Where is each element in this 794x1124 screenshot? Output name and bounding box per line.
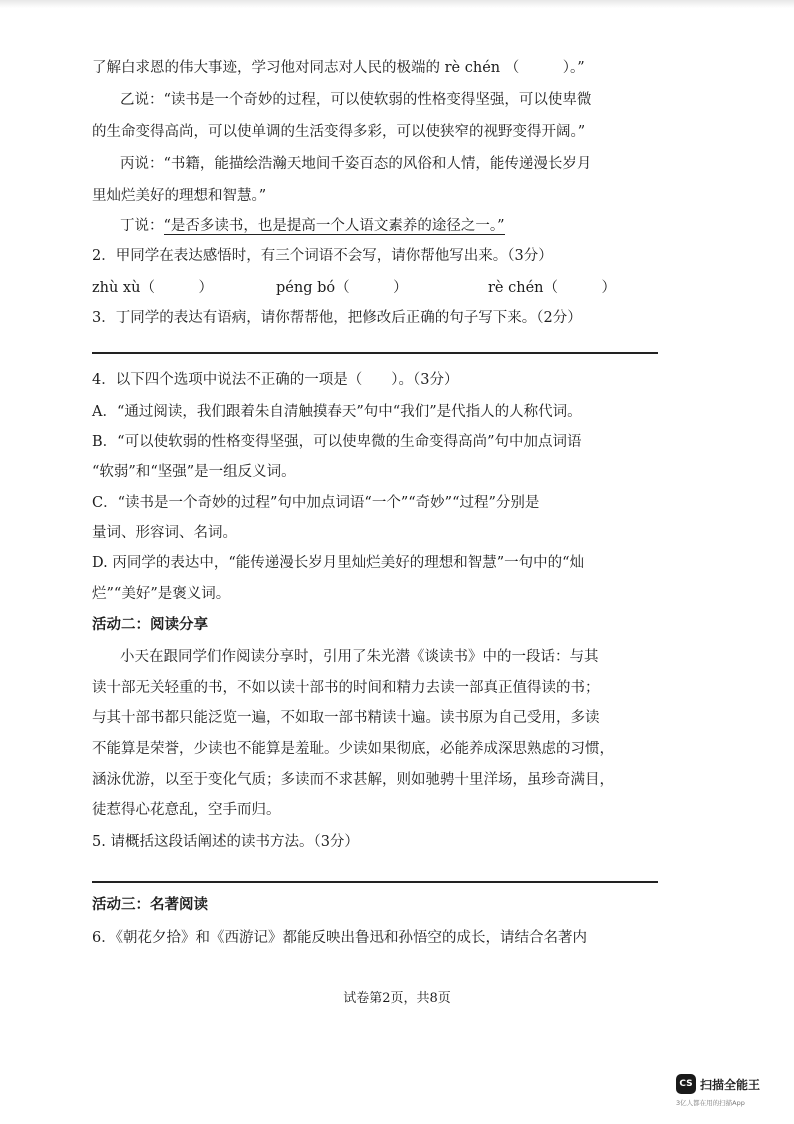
- watermark-tagline: 3亿人都在用的扫描App: [676, 1099, 745, 1107]
- option-b-line-2: “软弱”和“坚强”是一组反义词。: [92, 464, 296, 480]
- camscanner-logo-icon: CS: [676, 1074, 696, 1094]
- passage-line-6: 徒惹得心花意乱，空手而归。: [92, 802, 281, 818]
- text-line-5: 里灿烂美好的理想和智慧。”: [92, 188, 267, 204]
- option-d-line-1: D. 丙同学的表达中，“能传递漫长岁月里灿烂美好的理想和智慧”一句中的“灿: [92, 555, 585, 571]
- pinyin-blank-3[interactable]: rè chén（ ）: [488, 280, 617, 296]
- text-line-2: 乙说：“读书是一个奇妙的过程，可以使软弱的性格变得坚强，可以使卑微: [120, 92, 592, 108]
- option-a: A．“通过阅读，我们跟着朱自清触摸春天”句中“我们”是代指人的人称代词。: [92, 404, 582, 420]
- text-line-4: 丙说：“书籍，能描绘浩瀚天地间千姿百态的风俗和人情，能传递漫长岁月: [120, 156, 592, 172]
- passage-line-5: 涵泳优游，以至于变化气质；多读而不求甚解，则如驰骋十里洋场，虽珍奇满目，: [92, 772, 614, 788]
- watermark-name: 扫描全能王: [700, 1078, 761, 1092]
- section-heading-2: 活动二：阅读分享: [92, 616, 208, 633]
- text-line-3: 的生命变得高尚，可以使单调的生活变得多彩，可以使狭窄的视野变得开阔。”: [92, 124, 586, 140]
- passage-line-1: 小天在跟同学们作阅读分享时，引用了朱光潜《谈读书》中的一段话：与其: [120, 649, 599, 665]
- question-4: 4．以下四个选项中说法不正确的一项是（ ）。（3分）: [92, 372, 459, 388]
- scanner-watermark: [676, 1074, 786, 1114]
- passage-line-2: 读十部无关轻重的书，不如以读十部书的时间和精力去读一部真正值得读的书；: [92, 680, 600, 696]
- passage-line-4: 不能算是荣誉，少读也不能算是羞耻。少读如果彻底，必能养成深思熟虑的习惯，: [92, 741, 614, 757]
- page-footer: 试卷第2页，共8页: [343, 991, 451, 1006]
- question-2: 2．甲同学在表达感悟时，有三个词语不会写，请你帮他写出来。（3分）: [92, 248, 553, 264]
- speaker-ding: 丁说：: [120, 218, 164, 234]
- text-line-1: 了解白求恩的伟大事迹，学习他对同志对人民的极端的 rè chén （ ）。”: [92, 60, 585, 76]
- question-5: 5. 请概括这段话阐述的读书方法。（3分）: [92, 834, 359, 850]
- faulty-sentence: “是否多读书，也是提高一个人语文素养的途径之一。”: [163, 218, 505, 234]
- answer-line-q5[interactable]: [92, 881, 658, 883]
- option-b-line-1: B．“可以使软弱的性格变得坚强，可以使卑微的生命变得高尚”句中加点词语: [92, 434, 582, 450]
- passage-line-3: 与其十部书都只能泛览一遍，不如取一部书精读十遍。读书原为自己受用，多读: [92, 710, 600, 726]
- scan-edge: [0, 0, 794, 8]
- text-line-6: [120, 216, 662, 236]
- answer-line-q3[interactable]: [92, 352, 658, 354]
- question-6: 6．《朝花夕拾》和《西游记》都能反映出鲁迅和孙悟空的成长，请结合名著内: [92, 930, 587, 946]
- option-c-line-2: 量词、形容词、名词。: [92, 525, 237, 541]
- option-d-line-2: 烂”“美好”是褒义词。: [92, 586, 231, 602]
- option-c-line-1: C．“读书是一个奇妙的过程”句中加点词语“一个”“奇妙”“过程”分别是: [92, 495, 540, 511]
- section-heading-3: 活动三：名著阅读: [92, 896, 208, 913]
- question-3: 3．丁同学的表达有语病，请你帮帮他，把修改后正确的句子写下来。（2分）: [92, 310, 582, 326]
- pinyin-blank-2[interactable]: péng bó（ ）: [276, 280, 408, 296]
- pinyin-blank-1[interactable]: zhù xù（ ）: [92, 280, 213, 296]
